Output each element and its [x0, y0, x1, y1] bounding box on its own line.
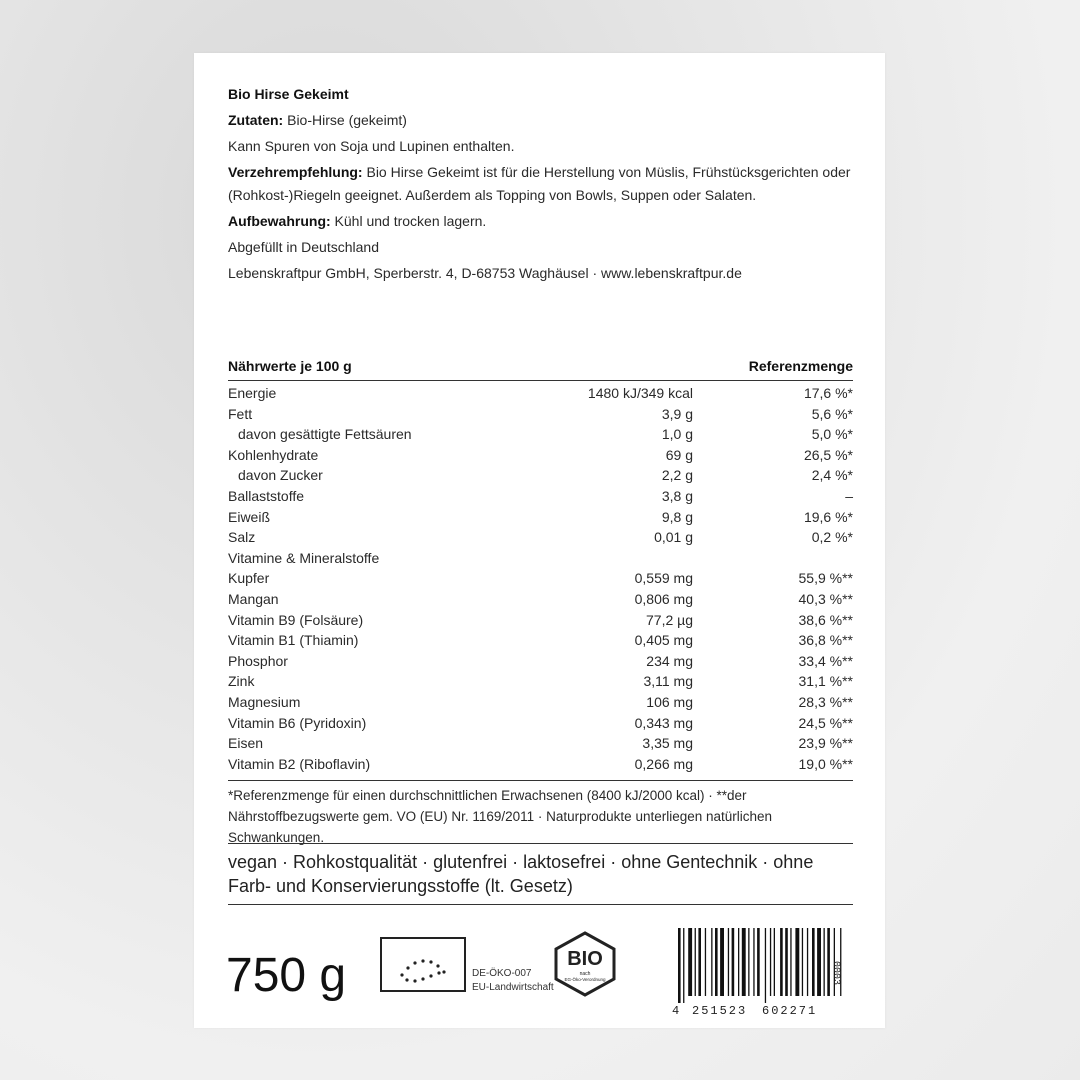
nutrient-reference: 5,0 %*	[811, 426, 853, 443]
nutrition-row	[228, 404, 853, 425]
nutrition-header-left: Nährwerte je 100 g	[228, 358, 352, 374]
nutrient-amount: 0,405 mg	[634, 632, 693, 649]
ingredients-text: Bio-Hirse (gekeimt)	[283, 112, 407, 128]
nutrient-amount: 3,35 mg	[642, 735, 693, 752]
nutrient-name: Magnesium	[228, 693, 301, 710]
nutrient-reference: 24,5 %**	[798, 714, 853, 731]
product-attributes: vegan · Rohkostqualität · glutenfrei · laktosefrei · ohne Gentechnik · ohne Farb- und Konservierungsstoffe (lt. Gesetz)	[228, 843, 853, 905]
ingredients-label: Zutaten:	[228, 112, 284, 128]
nutrient-reference: 55,9 %**	[798, 570, 853, 587]
nutrient-amount: 3,9 g	[661, 405, 693, 422]
nutrition-row	[228, 713, 853, 734]
storage-text: Kühl und trocken lagern.	[330, 213, 487, 229]
nutrition-header	[228, 358, 853, 381]
nutrition-row	[228, 733, 853, 754]
barcode-bar	[748, 928, 749, 996]
nutrient-name: Vitamin B1 (Thiamin)	[228, 632, 359, 649]
nutrient-name: Vitamin B6 (Pyridoxin)	[228, 714, 367, 731]
nutrient-reference: 28,3 %**	[798, 693, 853, 710]
barcode-bar	[753, 928, 754, 996]
nutrient-amount: 69 g	[665, 446, 693, 463]
nutrient-amount: 1480 kJ/349 kcal	[587, 385, 693, 401]
nutrient-amount: 1,0 g	[661, 426, 693, 443]
barcode-bar	[790, 928, 791, 996]
nutrient-reference: 23,9 %**	[798, 735, 853, 752]
nutrient-amount: 106 mg	[646, 693, 693, 710]
nutrient-amount: 3,8 g	[661, 487, 693, 504]
nutrient-name: Kohlenhydrate	[228, 446, 319, 463]
ingredients	[228, 109, 858, 132]
nutrition-row	[228, 424, 853, 445]
barcode-bar	[757, 928, 760, 996]
traces: Kann Spuren von Soja und Lupinen enthalten.	[228, 138, 515, 154]
nutrient-name: davon Zucker	[238, 467, 323, 484]
nutrient-amount: 0,343 mg	[634, 714, 693, 731]
nutrient-reference: 38,6 %**	[798, 611, 853, 628]
nutrient-name: Vitamine & Mineralstoffe	[228, 549, 380, 566]
nutrient-reference: 5,6 %*	[811, 405, 853, 422]
nutrient-name: Salz	[228, 529, 256, 546]
storage-label: Aufbewahrung:	[228, 213, 331, 229]
barcode-first-digit: 4	[672, 1004, 680, 1018]
nutrient-reference: 19,0 %**	[798, 755, 853, 772]
nutrient-amount: 9,8 g	[661, 508, 693, 525]
barcode-bar	[780, 928, 783, 996]
barcode-bar	[695, 928, 696, 996]
barcode-bar	[774, 928, 775, 996]
nutrient-reference: 2,4 %*	[811, 467, 853, 484]
product-title: Bio Hirse Gekeimt	[228, 86, 349, 102]
nutrition-row	[228, 671, 853, 692]
barcode-bar	[817, 928, 821, 996]
nutrient-reference: 36,8 %**	[798, 632, 853, 649]
nutrient-name: Energie	[228, 385, 277, 401]
nutrition-row	[228, 692, 853, 713]
barcode-bar	[732, 928, 735, 996]
bio-hexagon-seal-icon	[552, 931, 618, 997]
product-label	[194, 53, 885, 1028]
barcode-bar	[738, 928, 739, 996]
nutrition-row	[228, 610, 853, 631]
recommendation-label: Verzehrempfehlung:	[228, 164, 363, 180]
barcode-bar	[770, 928, 771, 996]
nutrient-amount: 2,2 g	[661, 467, 693, 484]
barcode-bar	[711, 928, 712, 996]
barcode-bar	[742, 928, 746, 996]
barcode-bar	[824, 928, 825, 996]
nutrient-name: davon gesättigte Fettsäuren	[238, 426, 412, 443]
nutrient-reference: 19,6 %*	[803, 508, 853, 525]
eu-organic-code: DE-ÖKO-007	[472, 968, 532, 979]
nutrient-name: Vitamin B2 (Riboflavin)	[228, 755, 371, 772]
nutrient-name: Vitamin B9 (Folsäure)	[228, 611, 364, 628]
bottled-in: Abgefüllt in Deutschland	[228, 239, 379, 255]
storage	[228, 210, 858, 233]
recommendation	[228, 161, 858, 207]
nutrient-name: Kupfer	[228, 570, 270, 587]
barcode-bar	[698, 928, 701, 996]
barcode-bar	[728, 928, 729, 996]
nutrient-name: Zink	[228, 673, 255, 690]
nutrition-rows	[228, 381, 853, 774]
nutrient-amount: 0,266 mg	[634, 755, 693, 772]
nutrition-row	[228, 507, 853, 528]
nutrient-amount: 77,2 µg	[646, 611, 693, 628]
nutrition-row	[228, 548, 853, 569]
nutrition-row	[228, 568, 853, 589]
nutrient-name: Mangan	[228, 590, 279, 607]
eu-organic-text	[472, 967, 554, 995]
nutrient-amount: 0,01 g	[654, 529, 693, 546]
nutrient-reference: –	[845, 487, 853, 504]
nutrition-row	[228, 465, 853, 486]
ean-barcode	[676, 928, 854, 1003]
nutrition-row	[228, 383, 853, 404]
nutrient-reference: 26,5 %*	[803, 446, 853, 463]
barcode-bar	[785, 928, 788, 996]
nutrient-amount: 234 mg	[646, 652, 693, 669]
eu-organic-origin: EU-Landwirtschaft	[472, 982, 554, 993]
bio-seal-sub1: nach	[579, 971, 591, 977]
nutrition-row	[228, 754, 853, 775]
company-address: Lebenskraftpur GmbH, Sperberstr. 4, D-68753 Waghäusel · www.lebenskraftpur.de	[228, 265, 742, 281]
bio-seal-word: BIO	[567, 948, 603, 970]
nutrition-row	[228, 630, 853, 651]
nutrient-reference: 31,1 %**	[798, 673, 853, 690]
nutrient-amount: 0,806 mg	[634, 590, 693, 607]
nutrition-footnote: *Referenzmenge für einen durchschnittlichen Erwachsenen (8400 kJ/2000 kcal) · **der Nährstoffbezugswerte gem. VO (EU) Nr. 1169/2011 · Naturprodukte unterliegen natürlichen Schwankungen.	[228, 780, 853, 848]
recommendation-text: Bio Hirse Gekeimt ist für die Herstellung von Müslis, Frühstücksgerichten oder (Rohkost-)Riegeln geeignet. Außerdem als Topping von Bowls, Suppen oder Salaten.	[228, 164, 851, 203]
barcode-bar	[795, 928, 799, 996]
barcode-addon: 0003	[830, 961, 841, 986]
barcode-bar	[705, 928, 706, 996]
nutrient-amount: 3,11 mg	[643, 673, 693, 690]
nutrition-header-right: Referenzmenge	[748, 358, 853, 374]
barcode-bar	[812, 928, 815, 996]
nutrition-row	[228, 445, 853, 466]
nutrient-reference: 40,3 %**	[798, 590, 853, 607]
nutrient-name: Phosphor	[228, 652, 288, 669]
nutrient-name: Fett	[228, 405, 253, 422]
barcode-bar	[720, 928, 724, 996]
barcode-bar	[688, 928, 692, 996]
nutrient-reference: 17,6 %*	[803, 385, 853, 401]
nutrition-row	[228, 589, 853, 610]
barcode-bar	[678, 928, 681, 1003]
eu-organic-leaf-icon	[380, 937, 466, 992]
barcode-bar	[765, 928, 766, 1003]
nutrition-row	[228, 527, 853, 548]
bio-seal-sub2: EG-Öko-Verordnung	[564, 977, 606, 982]
nutrition-row	[228, 651, 853, 672]
barcode-left-digits: 251523	[692, 1004, 748, 1018]
barcode-right-digits: 602271	[762, 1004, 818, 1018]
product-info	[228, 83, 858, 288]
nutrition-row	[228, 486, 853, 507]
barcode-bar	[802, 928, 803, 996]
nutrient-reference: 0,2 %*	[811, 529, 853, 546]
nutrient-amount: 0,559 mg	[634, 570, 693, 587]
nutrient-name: Ballaststoffe	[228, 487, 305, 504]
nutrient-name: Eisen	[228, 735, 264, 752]
net-weight: 750 g	[226, 949, 347, 1002]
barcode-bar	[807, 928, 808, 996]
barcode-bar	[715, 928, 718, 996]
barcode-bar	[683, 928, 684, 1003]
nutrient-reference: 33,4 %**	[798, 652, 853, 669]
nutrient-name: Eiweiß	[228, 508, 271, 525]
nutrition-table	[228, 358, 853, 774]
